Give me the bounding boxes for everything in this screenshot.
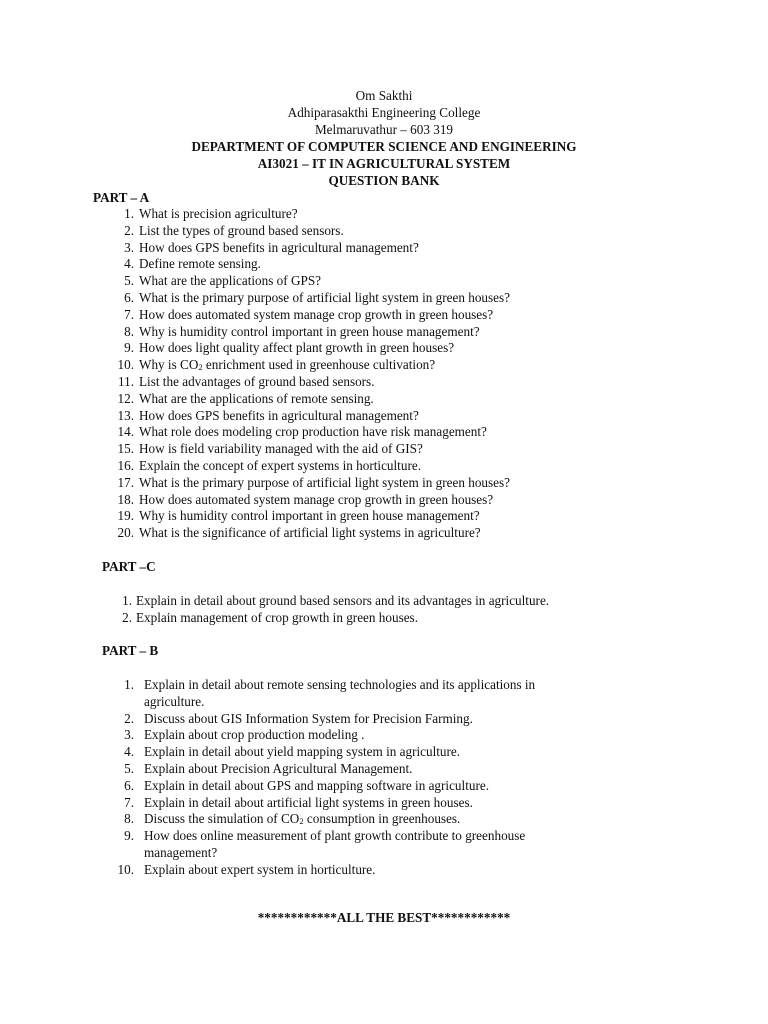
question-text: Define remote sensing. <box>139 256 261 272</box>
header-college-name: Adhiparasakthi Engineering College <box>287 105 481 120</box>
question-text: Explain about crop production modeling . <box>144 727 365 743</box>
header-course: AI3021 – IT IN AGRICULTURAL SYSTEM <box>257 156 511 171</box>
question-number: 2. <box>124 222 134 238</box>
part-c-title: PART –C <box>102 559 156 574</box>
question-text: How is field variability managed with the aid of GIS? <box>139 441 423 457</box>
question-number: 5. <box>124 273 134 289</box>
question-number: 3. <box>124 727 134 743</box>
question-number: 10. <box>117 357 134 373</box>
question-text: Explain about expert system in horticulture. <box>144 861 376 877</box>
question-text: How does automated system manage crop growth in green houses? <box>139 491 494 507</box>
question-text: Explain in detail about ground based sensors and its advantages in agriculture. <box>136 593 550 608</box>
question-number: 4. <box>124 256 134 272</box>
question-number: 6. <box>124 290 134 305</box>
question-text: What is the primary purpose of artificial light system in green houses? <box>139 474 510 490</box>
question-number: 18. <box>117 491 134 507</box>
question-text: What are the applications of remote sensing. <box>139 390 374 406</box>
question-number: 17. <box>117 474 134 490</box>
part-a-title: PART – A <box>93 190 150 205</box>
part-b-title: PART – B <box>102 643 159 658</box>
question-text: Explain in detail about artificial light systems in green houses. <box>144 794 473 810</box>
question-number: 2. <box>124 710 134 726</box>
question-text: Explain in detail about yield mapping system in agriculture. <box>144 744 461 760</box>
question-number: 9. <box>124 340 134 356</box>
question-text: What is precision agriculture? <box>139 206 298 221</box>
question-text: List the advantages of ground based sensors. <box>139 374 375 389</box>
question-number: 8. <box>124 323 134 339</box>
question-number: 6. <box>124 777 134 793</box>
question-number: 16. <box>117 458 134 473</box>
question-number: 3. <box>124 239 134 255</box>
question-text-continued: management? <box>144 845 218 860</box>
question-number: 15. <box>117 441 134 457</box>
question-number: 8. <box>124 811 134 827</box>
question-text: How does light quality affect plant growth in green houses? <box>139 340 455 356</box>
question-text: What are the applications of GPS? <box>139 273 322 289</box>
question-number: 11. <box>118 374 134 389</box>
question-text: Discuss about GIS Information System for Precision Farming. <box>144 710 473 726</box>
question-text: Explain about Precision Agricultural Management. <box>144 761 413 776</box>
question-text: Why is humidity control important in green house management? <box>139 323 480 339</box>
question-number: 20. <box>117 525 134 541</box>
question-text: List the types of ground based sensors. <box>139 222 344 238</box>
question-text: What role does modeling crop production have risk management? <box>139 424 487 440</box>
question-number: 1. <box>122 593 132 608</box>
question-text: Why is humidity control important in green house management? <box>139 508 480 524</box>
question-number: 19. <box>117 508 134 524</box>
question-text-continued: agriculture. <box>144 693 205 709</box>
header-college-address: Melmaruvathur – 603 319 <box>314 122 454 137</box>
question-number: 2. <box>122 609 132 625</box>
question-number: 10. <box>117 861 134 877</box>
question-text: Explain in detail about GPS and mapping software in agriculture. <box>144 777 489 793</box>
question-text: How does GPS benefits in agricultural management? <box>139 239 419 255</box>
question-text: Explain the concept of expert systems in horticulture. <box>139 458 421 473</box>
question-number: 12. <box>117 390 134 406</box>
question-text: Why is $CO_2$ enrichment used in greenhouse cultivation? <box>139 357 436 373</box>
question-number: 7. <box>124 306 134 322</box>
question-number: 9. <box>124 828 134 844</box>
question-number: 1. <box>124 677 134 692</box>
question-text: Explain management of crop growth in green houses. <box>136 609 418 625</box>
question-text: How does online measurement of plant growth contribute to greenhouse <box>144 828 526 844</box>
footer-all-the-best: ************ALL THE BEST************ <box>257 910 511 925</box>
question-text: How does GPS benefits in agricultural management? <box>139 407 419 423</box>
question-text: How does automated system manage crop growth in green houses? <box>139 306 494 322</box>
header-department: DEPARTMENT OF COMPUTER SCIENCE AND ENGINEERING <box>191 139 577 154</box>
question-number: 5. <box>124 761 134 776</box>
question-text: What is the significance of artificial light systems in agriculture? <box>139 525 481 541</box>
question-number: 1. <box>124 206 134 221</box>
question-number: 14. <box>117 424 134 440</box>
question-text: What is the primary purpose of artificial light system in green houses? <box>139 290 510 305</box>
question-number: 4. <box>124 744 134 760</box>
header-om-sakthi: Om Sakthi <box>355 88 413 103</box>
question-text: Discuss the simulation of $CO_2$ consumption in greenhouses. <box>144 811 461 827</box>
header-question-bank: QUESTION BANK <box>328 173 440 188</box>
question-number: 7. <box>124 794 134 810</box>
question-number: 13. <box>117 407 134 423</box>
question-text: Explain in detail about remote sensing technologies and its applications in <box>144 677 536 692</box>
